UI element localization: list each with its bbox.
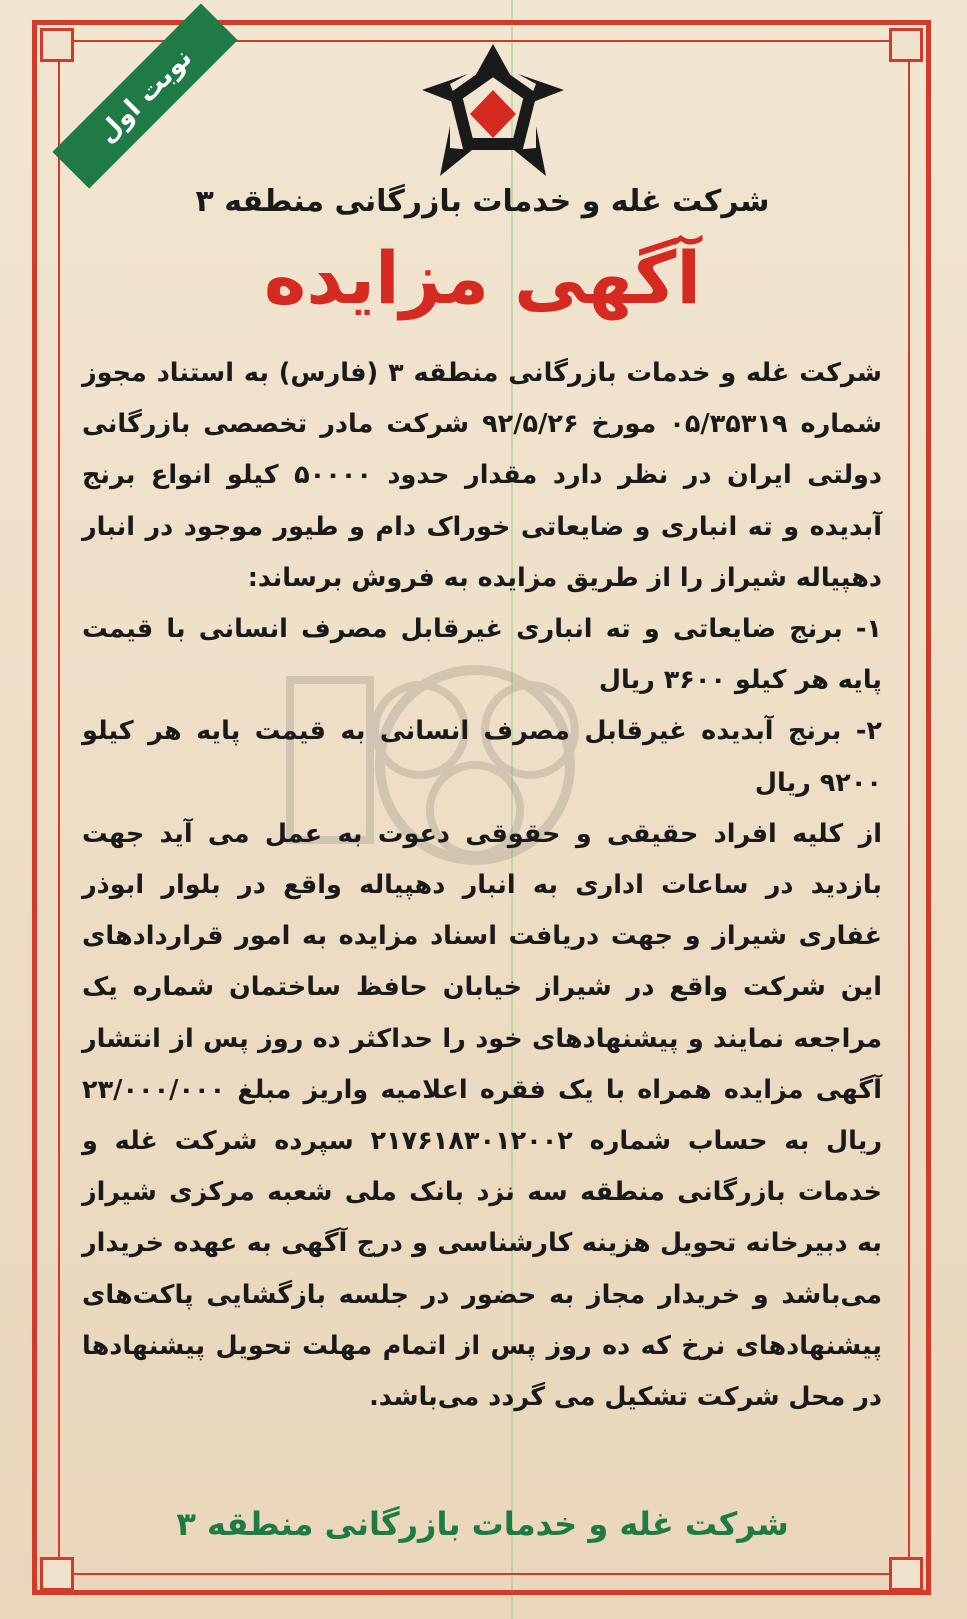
list-item: ۲- برنج آبدیده غیرقابل مصرف انسانی به قیمت پایه هر کیلو ۹۲۰۰ ریال [82,716,882,798]
corner-ornament [889,28,923,62]
corner-ornament [40,1557,74,1591]
company-logo-icon [418,40,568,180]
footer-signature: شرکت غله و خدمات بازرگانی منطقه ۳ [176,1505,789,1543]
announcement-body [82,348,882,1423]
list-item: ۱- برنج ضایعاتی و ته انباری غیرقابل مصرف انسانی با قیمت پایه هر کیلو ۳۶۰۰ ریال [82,614,882,696]
intro-paragraph: شرکت غله و خدمات بازرگانی منطقه ۳ (فارس) به استناد مجوز شماره ۰۵/۳۵۳۱۹ مورخ ۹۲/۵/۲۶ شرکت مادر تخصصی بازرگانی دولتی ایران در نظر دارد مقدار حدود ۵۰۰۰۰ کیلو انواع برنج آبدیده و ته انباری و ضایعاتی خوراک دام و طیور موجود در انبار دهپیاله شیراز را از طریق مزایده به فروش برساند: [82,358,883,593]
corner-ornament [889,1557,923,1591]
first-publication-badge: نوبت اول [52,3,237,188]
details-paragraph: از کلیه افراد حقیقی و حقوقی دعوت به عمل می آید جهت بازدید در ساعات اداری به انبار دهپیاله واقع در بلوار ابوذر غفاری شیراز و جهت دریافت اسناد مزایده به امور قراردادهای این شرکت واقع در شیراز خیابان حافظ ساختمان شماره یک مراجعه نمایند و پیشنهادهای خود را حداکثر ده روز پس از انتشار آگهی مزایده همراه با یک فقره اعلامیه واریز مبلغ ۲۳/۰۰۰/۰۰۰ ریال به حساب شماره ۲۱۷۶۱۸۳۰۱۲۰۰۲ سپرده شرکت غله و خدمات بازرگانی منطقه سه نزد بانک ملی شعبه مرکزی شیراز به دبیرخانه تحویل هزینه کارشناسی و درج آگهی به عهده خریدار می‌باشد و خریدار مجاز به حضور در جلسه بازگشایی پاکت‌های پیشنهادهای نرخ که ده روز پس از اتمام مهلت تحویل پیشنهادها در محل شرکت تشکیل می گردد می‌باشد. [82,818,883,1413]
corner-ornament [40,28,74,62]
company-name: شرکت غله و خدمات بازرگانی منطقه ۳ [195,184,770,219]
page-title: آگهی مزایده [263,236,702,320]
